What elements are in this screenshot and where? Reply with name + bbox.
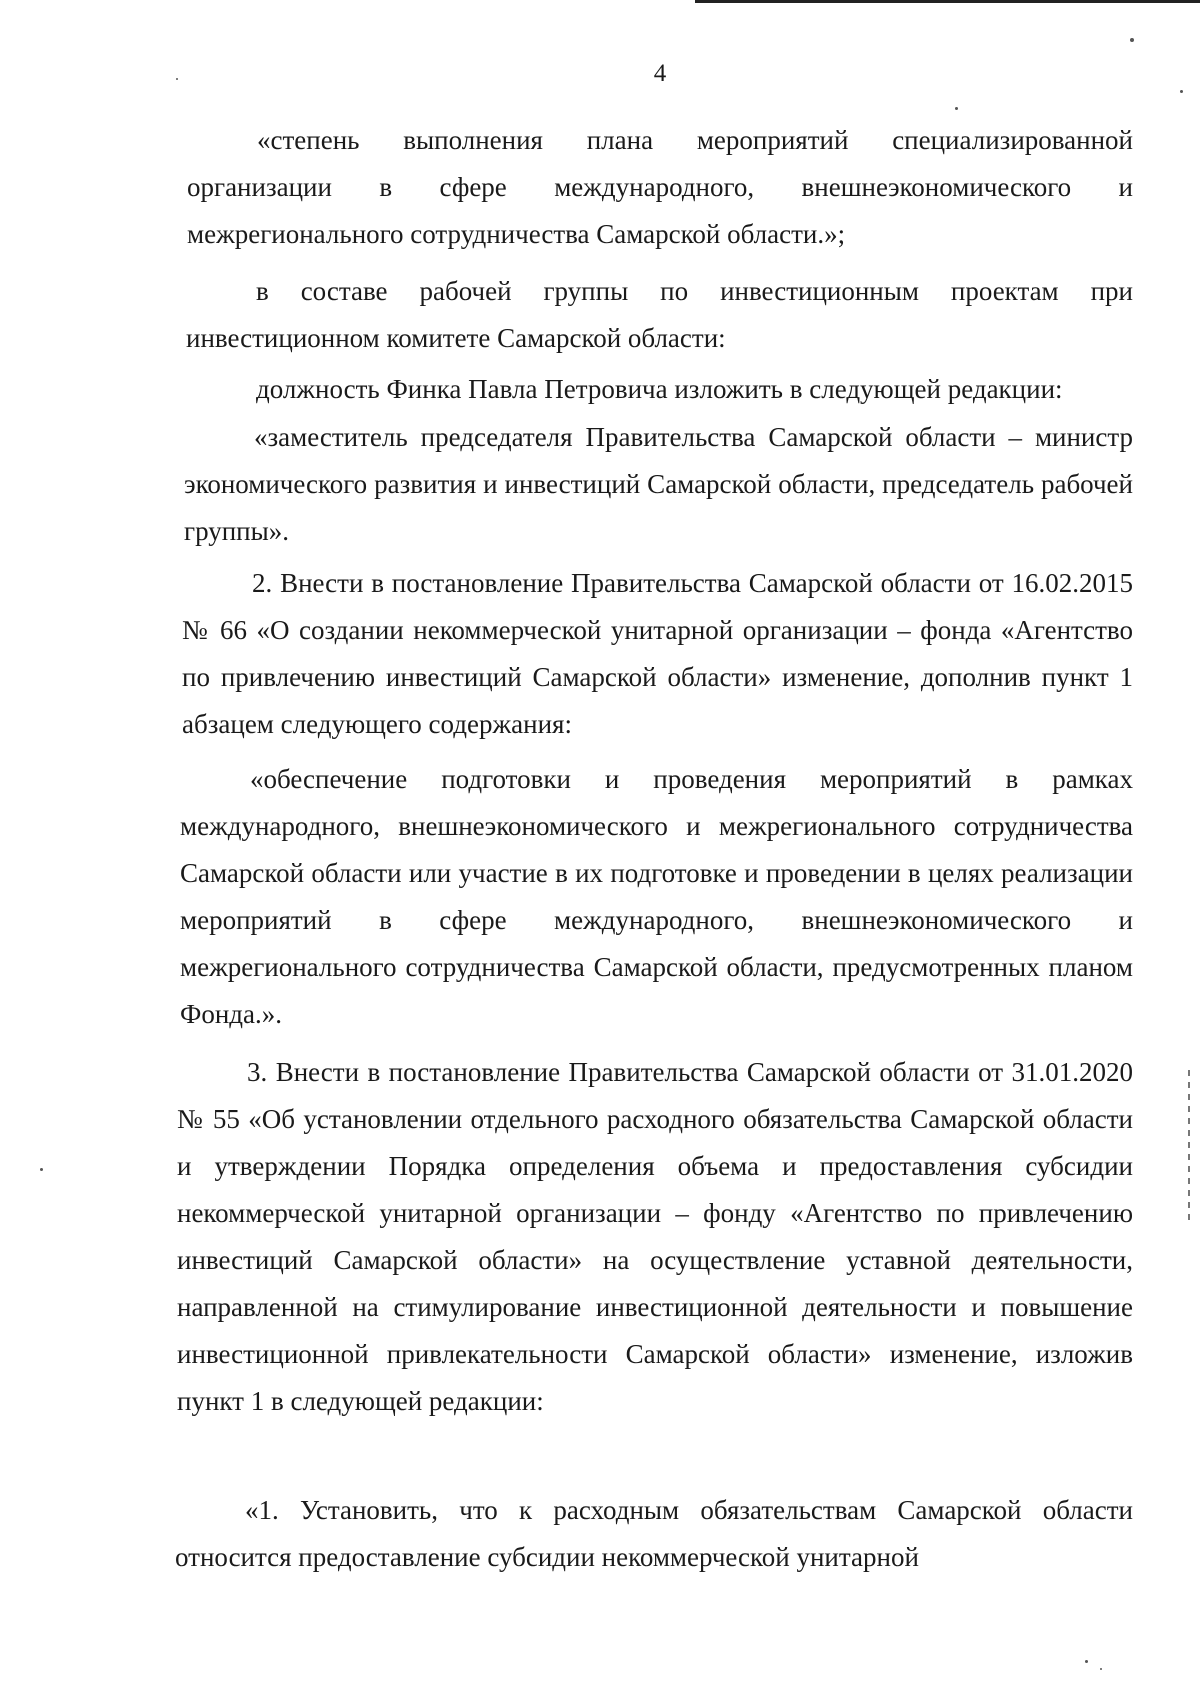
paragraph-8 xyxy=(175,1487,1133,1581)
paragraph-text: в составе рабочей группы по инвестиционным проектам при инвестиционном комитете Самарской области: xyxy=(186,276,1133,353)
scan-speck xyxy=(40,1168,43,1171)
paragraph-3 xyxy=(186,366,1133,413)
paragraph-2 xyxy=(186,268,1133,362)
paragraph-text: должность Финка Павла Петровича изложить в следующей редакции: xyxy=(256,374,1063,404)
scan-speck xyxy=(955,107,958,110)
scan-speck xyxy=(1100,1668,1102,1670)
paragraph-text: 3. Внести в постановление Правительства Самарской области от 31.01.2020 № 55 «Об установлении отдельного расходного обязательства Самарской области и утверждении Порядка определения объема и предоставления субсидии некоммерческой унитарной организации – фонду «Агентство по привлечению инвестиций Самарской области» на осуществление уставной деятельности, направленной на стимулирование инвестиционной деятельности и повышение инвестиционной привлекательности Самарской области» изменение, изложив пункт 1 в следующей редакции: xyxy=(177,1057,1133,1416)
scan-edge-mark xyxy=(1188,1070,1190,1220)
scan-speck xyxy=(176,78,178,80)
scan-speck xyxy=(1180,90,1183,93)
paragraph-text: «степень выполнения плана мероприятий специализированной организации в сфере международного, внешнеэкономического и межрегионального сотрудничества Самарской области.»; xyxy=(187,125,1133,249)
scan-speck xyxy=(1130,38,1134,42)
paragraph-7 xyxy=(177,1049,1133,1425)
paragraph-text: «заместитель председателя Правительства Самарской области – министр экономического развития и инвестиций Самарской области, председатель рабочей группы». xyxy=(184,422,1133,546)
paragraph-6 xyxy=(180,756,1133,1038)
paragraph-text: 2. Внести в постановление Правительства Самарской области от 16.02.2015 № 66 «О создании некоммерческой унитарной организации – фонда «Агентство по привлечению инвестиций Самарской области» изменение, дополнив пункт 1 абзацем следующего содержания: xyxy=(182,568,1133,739)
scan-speck xyxy=(1085,1660,1088,1663)
paragraph-text: «1. Установить, что к расходным обязательствам Самарской области относится предоставление субсидии некоммерческой унитарной xyxy=(175,1495,1133,1572)
page-number: 4 xyxy=(653,60,667,87)
paragraph-4 xyxy=(184,414,1133,555)
top-border-line xyxy=(695,0,1200,3)
paragraph-text: «обеспечение подготовки и проведения мероприятий в рамках международного, внешнеэкономического и межрегионального сотрудничества Самарской области или участие в их подготовке и проведении в целях реализации мероприятий в сфере международного, внешнеэкономического и межрегионального сотрудничества Самарской области, предусмотренных планом Фонда.». xyxy=(180,764,1133,1029)
paragraph-1 xyxy=(187,117,1133,258)
paragraph-5 xyxy=(182,560,1133,748)
